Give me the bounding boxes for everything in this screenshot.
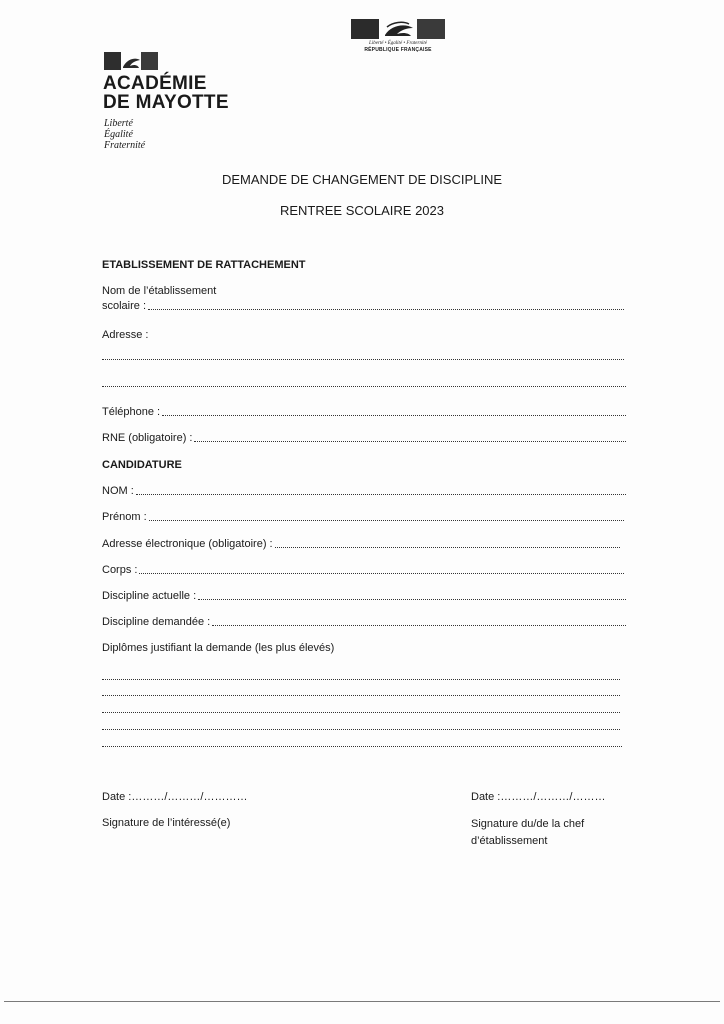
diplomas-label: Diplômes justifiant la demande (les plus élevés) <box>102 642 335 654</box>
corps-field <box>102 561 624 577</box>
diplomas-line-5[interactable] <box>102 746 622 747</box>
diplomas-line-2[interactable] <box>102 695 620 696</box>
firstname-field <box>102 508 624 524</box>
requested-discipline-field <box>102 613 626 629</box>
diplomas-line-4[interactable] <box>102 729 620 730</box>
rne-label: RNE (obligatoire) : <box>102 432 193 444</box>
phone-input[interactable] <box>162 405 626 416</box>
page-bottom-rule <box>4 1001 720 1002</box>
lastname-input[interactable] <box>136 484 626 495</box>
lastname-label: NOM : <box>102 485 134 497</box>
republic-name: RÉPUBLIQUE FRANÇAISE <box>364 47 432 53</box>
section-heading-candidature: CANDIDATURE <box>102 459 182 471</box>
marianne-icon <box>104 52 158 70</box>
academy-motto-fraternite: Fraternité <box>104 140 146 151</box>
requested-discipline-label: Discipline demandée : <box>102 616 211 628</box>
school-name-label: Nom de l’établissement <box>102 285 217 297</box>
academy-name-line1: ACADÉMIE <box>103 73 207 94</box>
republic-motto: Liberté • Égalité • Fraternité <box>369 41 427 46</box>
requested-discipline-input[interactable] <box>212 615 626 626</box>
applicant-signature-label: Signature de l’intéressé(e) <box>102 817 231 829</box>
academy-motto-egalite: Égalité <box>104 129 133 140</box>
applicant-date[interactable]: Date :………/………/………… <box>102 791 248 803</box>
principal-signature-label: Signature du/de la chef <box>471 818 585 830</box>
phone-field <box>102 403 626 419</box>
email-field <box>102 535 620 551</box>
email-input[interactable] <box>275 537 620 548</box>
email-label: Adresse électronique (obligatoire) : <box>102 538 273 550</box>
firstname-label: Prénom : <box>102 511 147 523</box>
principal-date[interactable]: Date :………/………/……… <box>471 791 606 803</box>
school-name-input[interactable] <box>148 299 624 310</box>
diplomas-line-3[interactable] <box>102 712 620 713</box>
corps-input[interactable] <box>139 563 624 574</box>
phone-label: Téléphone : <box>102 406 161 418</box>
firstname-input[interactable] <box>149 510 624 521</box>
academy-motto-liberte: Liberté <box>104 118 133 129</box>
diplomas-line-1[interactable] <box>102 679 620 680</box>
current-discipline-label: Discipline actuelle : <box>102 590 197 602</box>
academy-name-line2: DE MAYOTTE <box>103 92 229 113</box>
lastname-field <box>102 482 626 498</box>
principal-signature-label-cont: d’établissement <box>471 835 548 847</box>
address-label: Adresse : <box>102 329 149 341</box>
marianne-icon <box>351 19 445 39</box>
current-discipline-input[interactable] <box>198 589 626 600</box>
republique-francaise-logo <box>351 19 445 55</box>
address-line-2[interactable] <box>102 386 626 387</box>
section-heading-establishment: ETABLISSEMENT DE RATTACHEMENT <box>102 259 306 271</box>
corps-label: Corps : <box>102 564 138 576</box>
school-name-field <box>102 297 624 313</box>
rne-input[interactable] <box>194 431 626 442</box>
document-title: DEMANDE DE CHANGEMENT DE DISCIPLINE <box>221 172 503 187</box>
current-discipline-field <box>102 587 626 603</box>
school-name-label-cont: scolaire : <box>102 300 147 312</box>
document-subtitle: RENTREE SCOLAIRE 2023 <box>279 203 444 218</box>
address-line-1[interactable] <box>102 359 624 360</box>
rne-field <box>102 429 626 445</box>
